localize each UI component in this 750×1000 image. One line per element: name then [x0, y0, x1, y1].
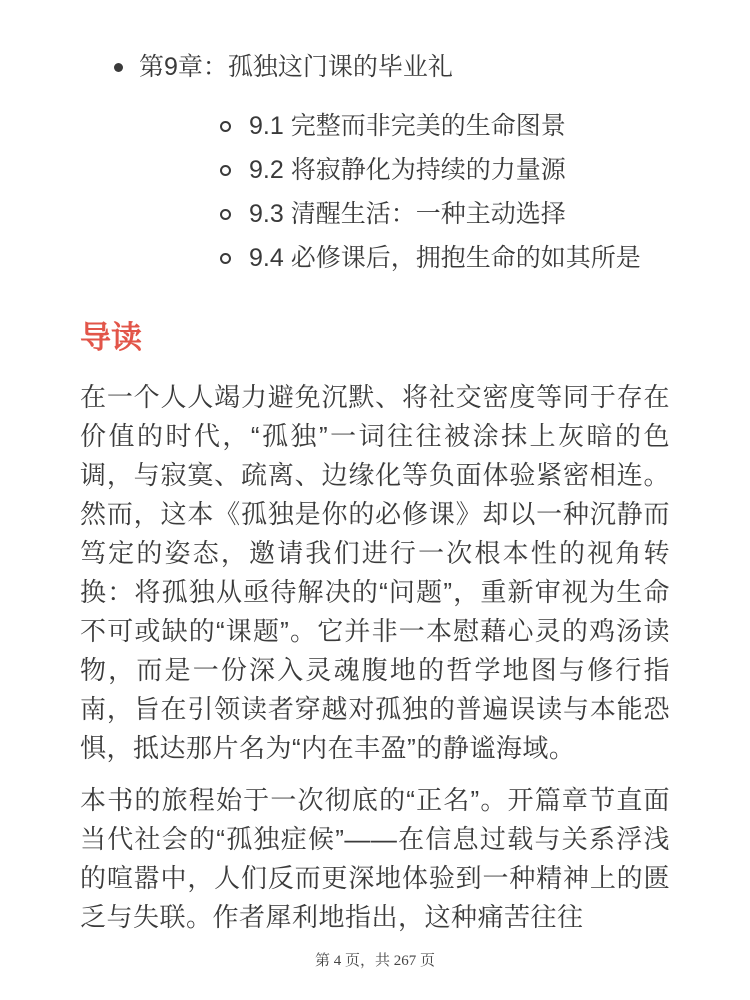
- bullet-disc-icon: [114, 63, 123, 72]
- toc-section-label: 9.1 完整而非完美的生命图景: [249, 112, 566, 140]
- toc-section-label: 9.3 清醒生活：一种主动选择: [249, 200, 566, 228]
- toc-chapter-label: 第9章：孤独这门课的毕业礼: [139, 53, 453, 81]
- bullet-circle-icon: [220, 209, 231, 220]
- section-heading: 导读: [80, 320, 142, 355]
- toc-section-item: [139, 110, 670, 142]
- toc-section-item: [139, 154, 670, 186]
- page-number-footer: 第 4 页，共 267 页: [314, 953, 435, 969]
- toc-section-item: [139, 198, 670, 230]
- bullet-circle-icon: [220, 121, 231, 132]
- toc-chapter-item: [80, 50, 670, 274]
- bullet-circle-icon: [220, 165, 231, 176]
- paragraph: 本书的旅程始于一次彻底的“正名”。开篇章节直面当代社会的“孤独症候”——在信息过载与关系浮浅的喧嚣中，人们反而更深地体验到一种精神上的匮乏与失联。作者犀利地指出，这种痛苦往往: [80, 785, 670, 932]
- bullet-circle-icon: [220, 253, 231, 264]
- toc-section-list: [139, 110, 670, 274]
- paragraph: 在一个人人竭力避免沉默、将社交密度等同于存在价值的时代，“孤独”一词往往被涂抹上灰暗的色调，与寂寞、疏离、边缘化等负面体验紧密相连。然而，这本《孤独是你的必修课》却以一种沉静而笃定的姿态，邀请我们进行一次根本性的视角转换：将孤独从亟待解决的“问题”，重新审视为生命不可或缺的“课题”。它并非一本慰藉心灵的鸡汤读物，而是一份深入灵魂腹地的哲学地图与修行指南，旨在引领读者穿越对孤独的普遍误读与本能恐惧，抵达那片名为“内在丰盈”的静谧海域。: [80, 382, 670, 763]
- toc-section-item: [139, 242, 670, 274]
- toc-section-label: 9.4 必修课后，拥抱生命的如其所是: [249, 244, 641, 272]
- table-of-contents: [80, 50, 670, 274]
- toc-section-label: 9.2 将寂静化为持续的力量源: [249, 156, 566, 184]
